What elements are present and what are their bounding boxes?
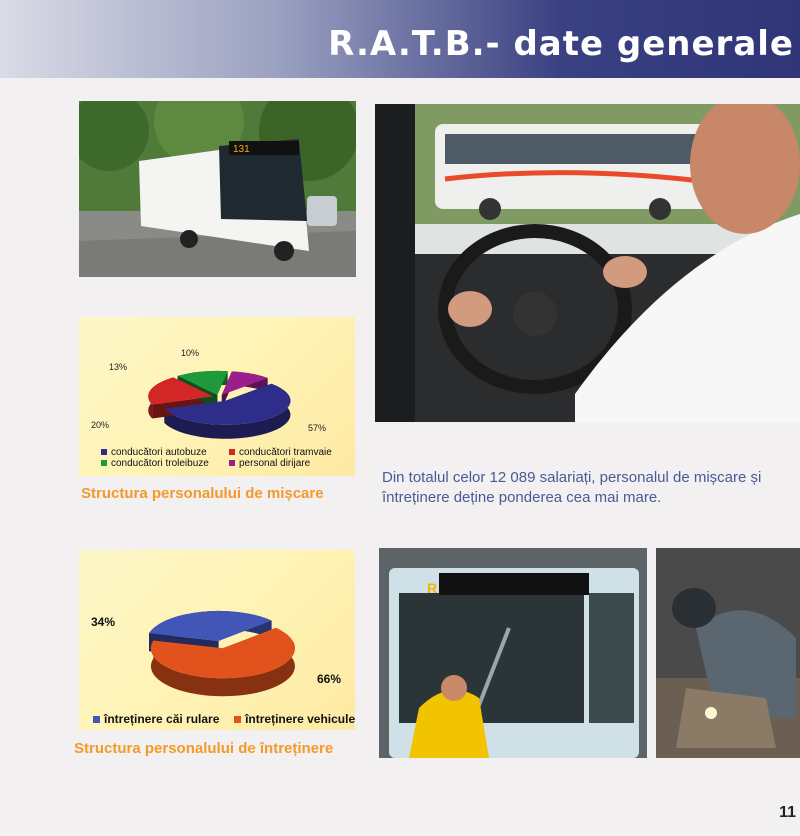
pie1-label-13: 13% xyxy=(109,362,128,372)
pie2-label-66: 66% xyxy=(317,672,342,686)
tram-route-letter: R xyxy=(427,580,438,596)
bus-photo xyxy=(79,101,356,277)
pie1-label-57: 57% xyxy=(308,423,327,433)
page-title: R.A.T.B.- date generale xyxy=(328,24,794,64)
legend-label: conducători troleibuze xyxy=(111,458,209,469)
pie2-label-34: 34% xyxy=(91,615,116,629)
chart-intretinere-caption: Structura personalului de întreținere xyxy=(74,740,334,757)
pie1-label-10: 10% xyxy=(181,348,200,358)
legend-label: întreținere vehicule xyxy=(245,712,356,726)
intro-paragraph: Din totalul celor 12 089 salariați, personalul de mișcare și întreținere deține ponderea cea mai mare. xyxy=(382,469,762,506)
page-number: 11 xyxy=(779,804,796,821)
legend-swatch xyxy=(101,460,107,466)
tram-washing-photo xyxy=(379,548,647,758)
chart-intretinere xyxy=(79,550,355,730)
welder-photo xyxy=(656,548,800,758)
legend-swatch xyxy=(229,449,235,455)
chart-miscare-caption: Structura personalului de mișcare xyxy=(81,485,324,502)
page-header xyxy=(0,0,800,78)
legend-label: întreținere căi rulare xyxy=(104,712,220,726)
driver-photo xyxy=(375,104,800,422)
legend-swatch xyxy=(93,716,100,723)
legend-label: conducători autobuze xyxy=(111,447,207,458)
legend-swatch xyxy=(229,460,235,466)
legend-swatch xyxy=(234,716,241,723)
legend-swatch xyxy=(101,449,107,455)
pie1-label-20: 20% xyxy=(91,420,110,430)
chart-miscare xyxy=(79,317,355,476)
bus-route-number: 131 xyxy=(233,144,250,155)
legend-label: personal dirijare xyxy=(239,458,311,469)
pie2-legend xyxy=(93,712,355,726)
pie-chart-intretinere xyxy=(79,550,355,730)
pie1-legend xyxy=(101,447,351,473)
legend-label: conducători tramvaie xyxy=(239,447,332,458)
